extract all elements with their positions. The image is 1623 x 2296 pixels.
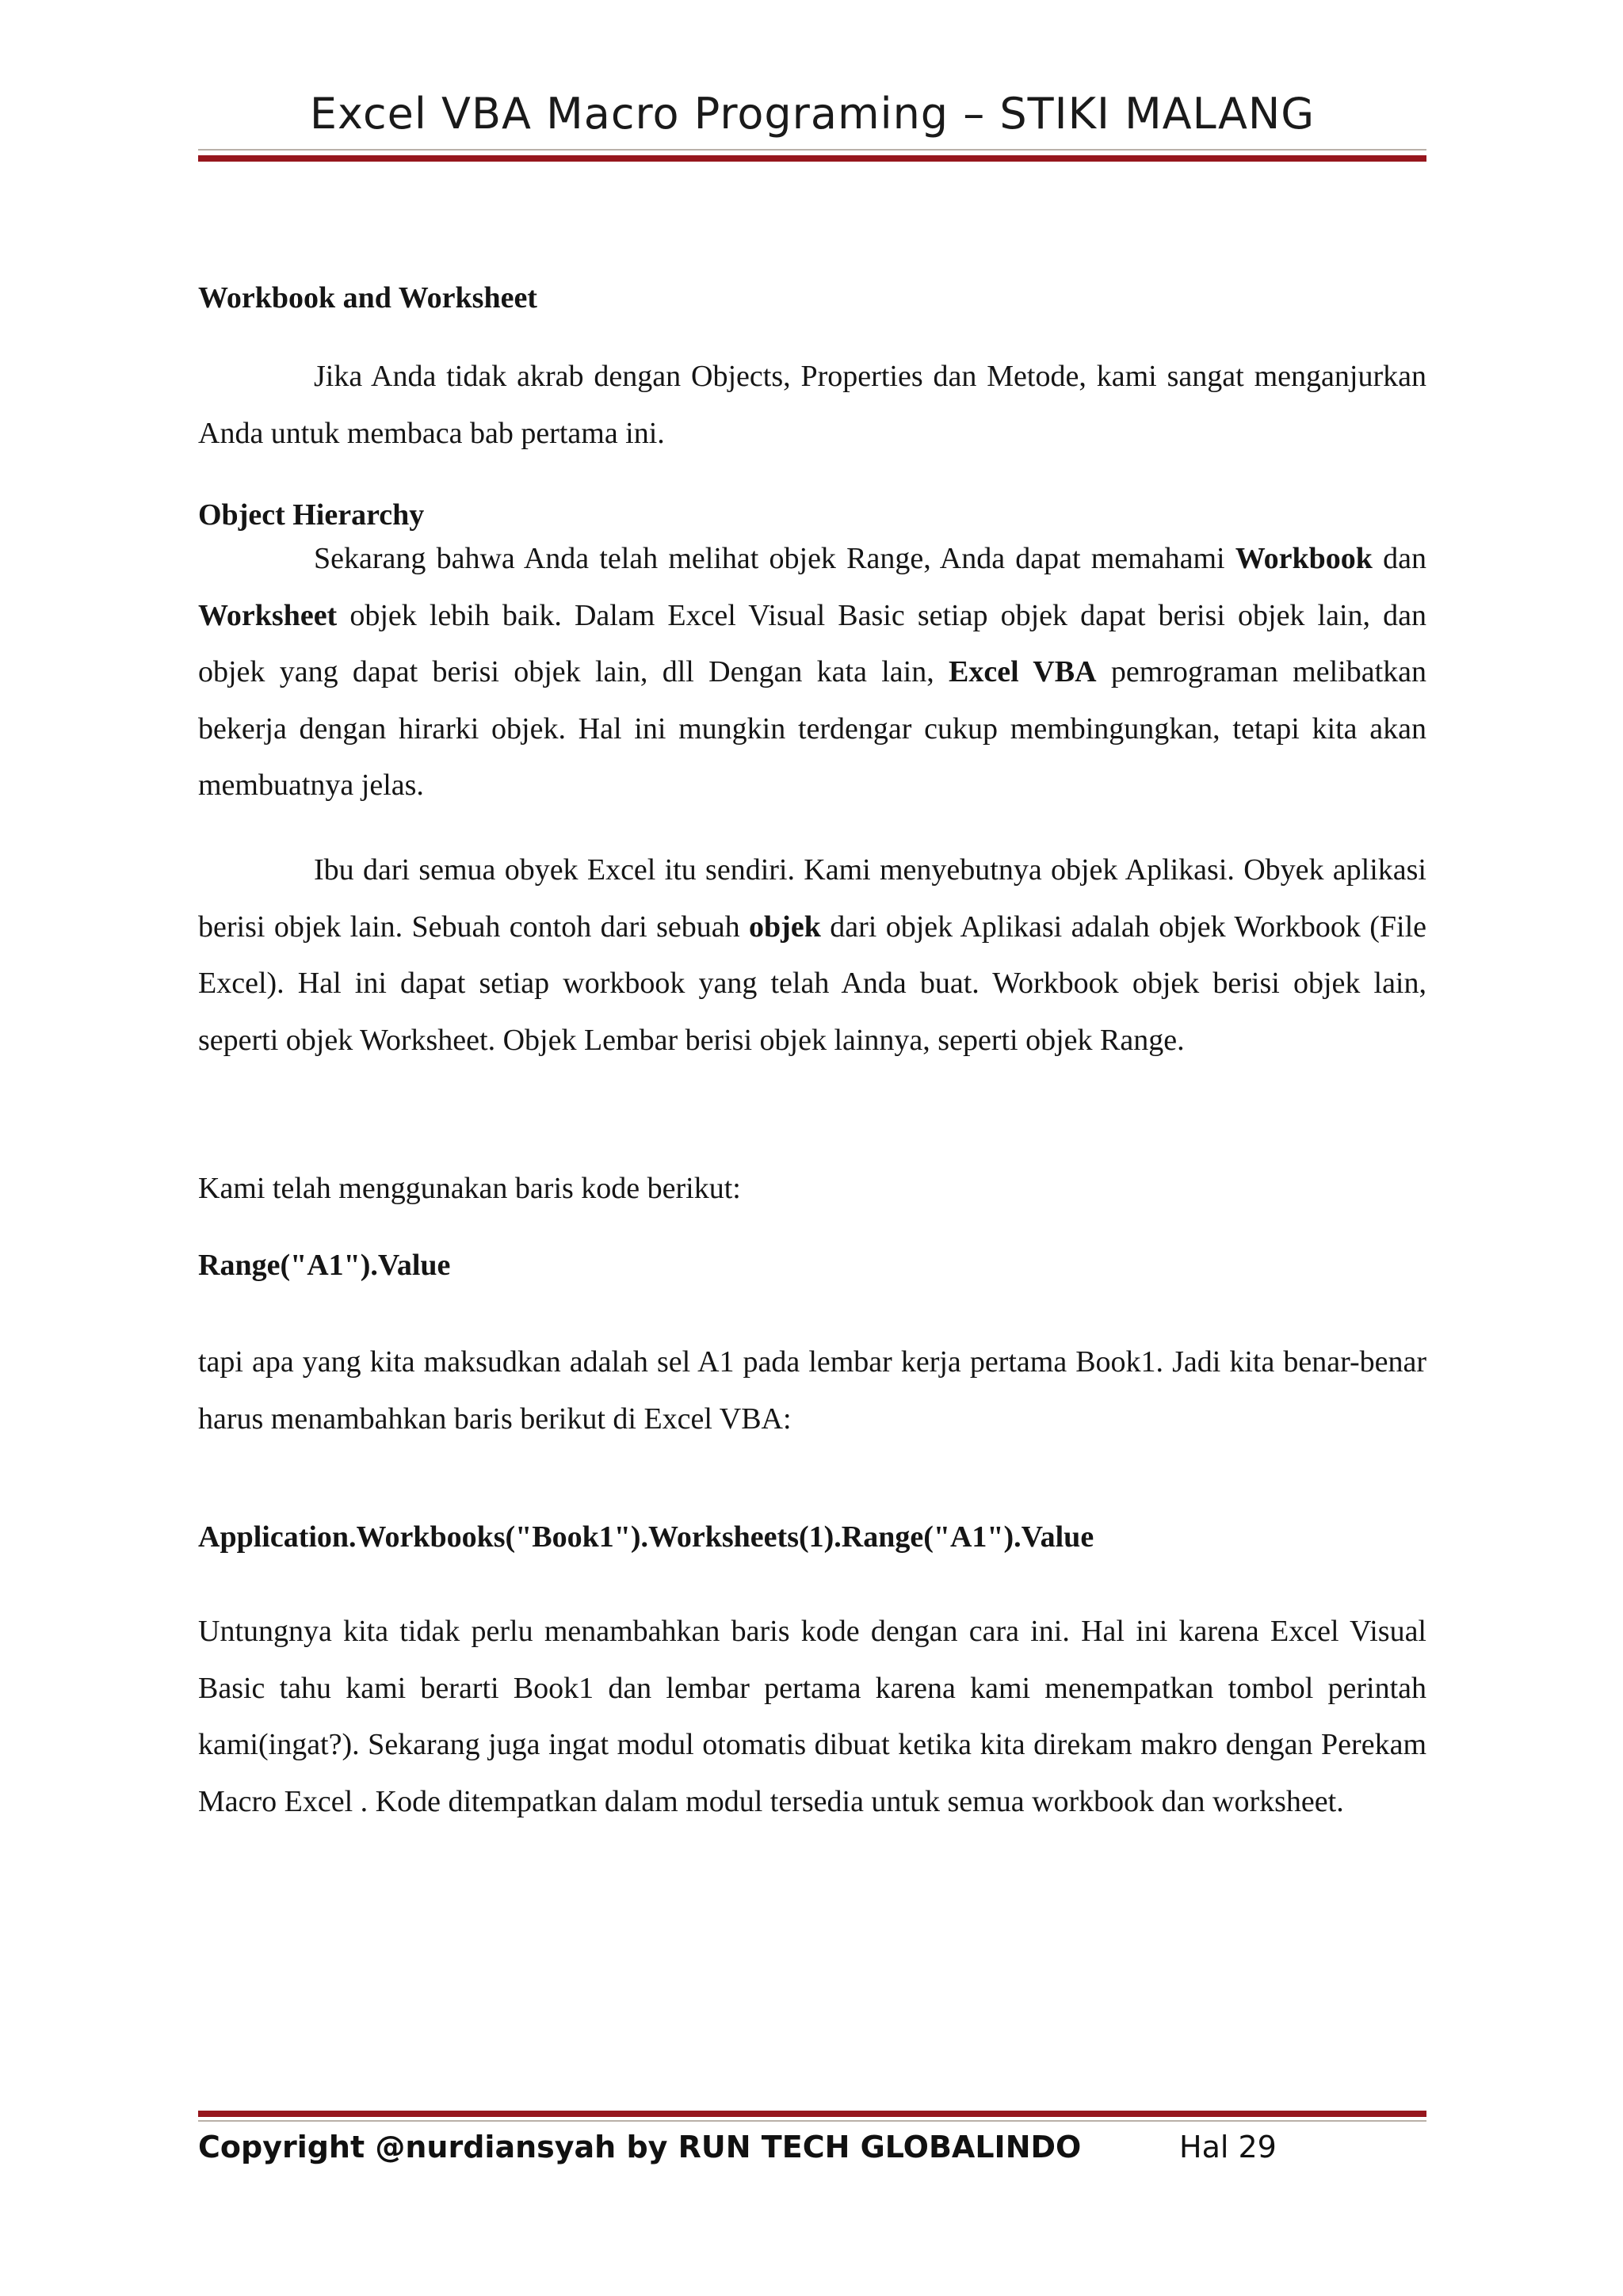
footer-copyright: Copyright @nurdiansyah by RUN TECH GLOBALINDO	[198, 2130, 1082, 2164]
text-run: Sekarang bahwa Anda telah melihat objek Range, Anda dapat memahami	[314, 542, 1235, 575]
code-line-range: Range("A1").Value	[198, 1249, 451, 1282]
text-run: dari objek Aplikasi adalah objek Workbook (File Excel). Hal ini dapat setiap workbook yang telah Anda buat. Workbook objek berisi objek lain, seperti objek Worksheet. Objek Lembar berisi objek lainnya, seperti objek Range.	[198, 910, 1426, 1057]
footer-accent-rule	[198, 2111, 1426, 2117]
bold-term-objek: objek	[749, 910, 821, 944]
application-object-paragraph	[198, 842, 1426, 1069]
code-line-full-path: Application.Workbooks("Book1").Worksheets(1).Range("A1").Value	[198, 1520, 1094, 1554]
text-run: objek lebih baik. Dalam Excel Visual Basic setiap objek dapat berisi objek lain, dan objek yang dapat berisi objek lain, dll Dengan kata lain,	[198, 598, 1426, 688]
section-heading-workbook-worksheet: Workbook and Worksheet	[198, 281, 537, 315]
page-header-title: Excel VBA Macro Programing – STIKI MALANG	[309, 89, 1316, 139]
footer-thin-rule	[198, 2120, 1426, 2122]
text-run: dan	[1372, 542, 1426, 575]
closing-paragraph: Untungnya kita tidak perlu menambahkan baris kode dengan cara ini. Hal ini karena Excel Visual Basic tahu kami berarti Book1 dan lembar pertama karena kami menempatkan tombol perintah kami(ingat?). Sekarang juga ingat modul otomatis dibuat ketika kita direkam makro dengan Perekam Macro Excel . Kode ditempatkan dalam modul tersedia untuk semua workbook dan worksheet.	[198, 1615, 1426, 1818]
section-heading-object-hierarchy: Object Hierarchy	[198, 498, 425, 532]
bold-term-excel-vba: Excel VBA	[949, 655, 1097, 688]
bold-term-workbook: Workbook	[1235, 542, 1373, 575]
footer-page-number: Hal 29	[1179, 2130, 1277, 2164]
text-run: Ibu dari semua obyek Excel itu sendiri. Kami menyebutnya objek Aplikasi. Obyek aplikasi berisi objek lain. Sebuah contoh dari sebuah	[198, 853, 1426, 944]
header-thin-rule	[198, 149, 1426, 151]
code-intro-text: Kami telah menggunakan baris kode berikut:	[198, 1172, 741, 1205]
explanation-paragraph: tapi apa yang kita maksudkan adalah sel A1 pada lembar kerja pertama Book1. Jadi kita benar-benar harus menambahkan baris berikut di Excel VBA:	[198, 1345, 1426, 1436]
text-run: pemrograman melibatkan bekerja dengan hirarki objek. Hal ini mungkin terdengar cukup membingungkan, tetapi kita akan membuatnya jelas.	[198, 655, 1426, 802]
intro-paragraph: Jika Anda tidak akrab dengan Objects, Properties dan Metode, kami sangat menganjurkan Anda untuk membaca bab pertama ini.	[198, 360, 1426, 450]
header-accent-rule	[198, 155, 1426, 162]
hierarchy-paragraph	[198, 531, 1426, 814]
bold-term-worksheet: Worksheet	[198, 598, 338, 632]
